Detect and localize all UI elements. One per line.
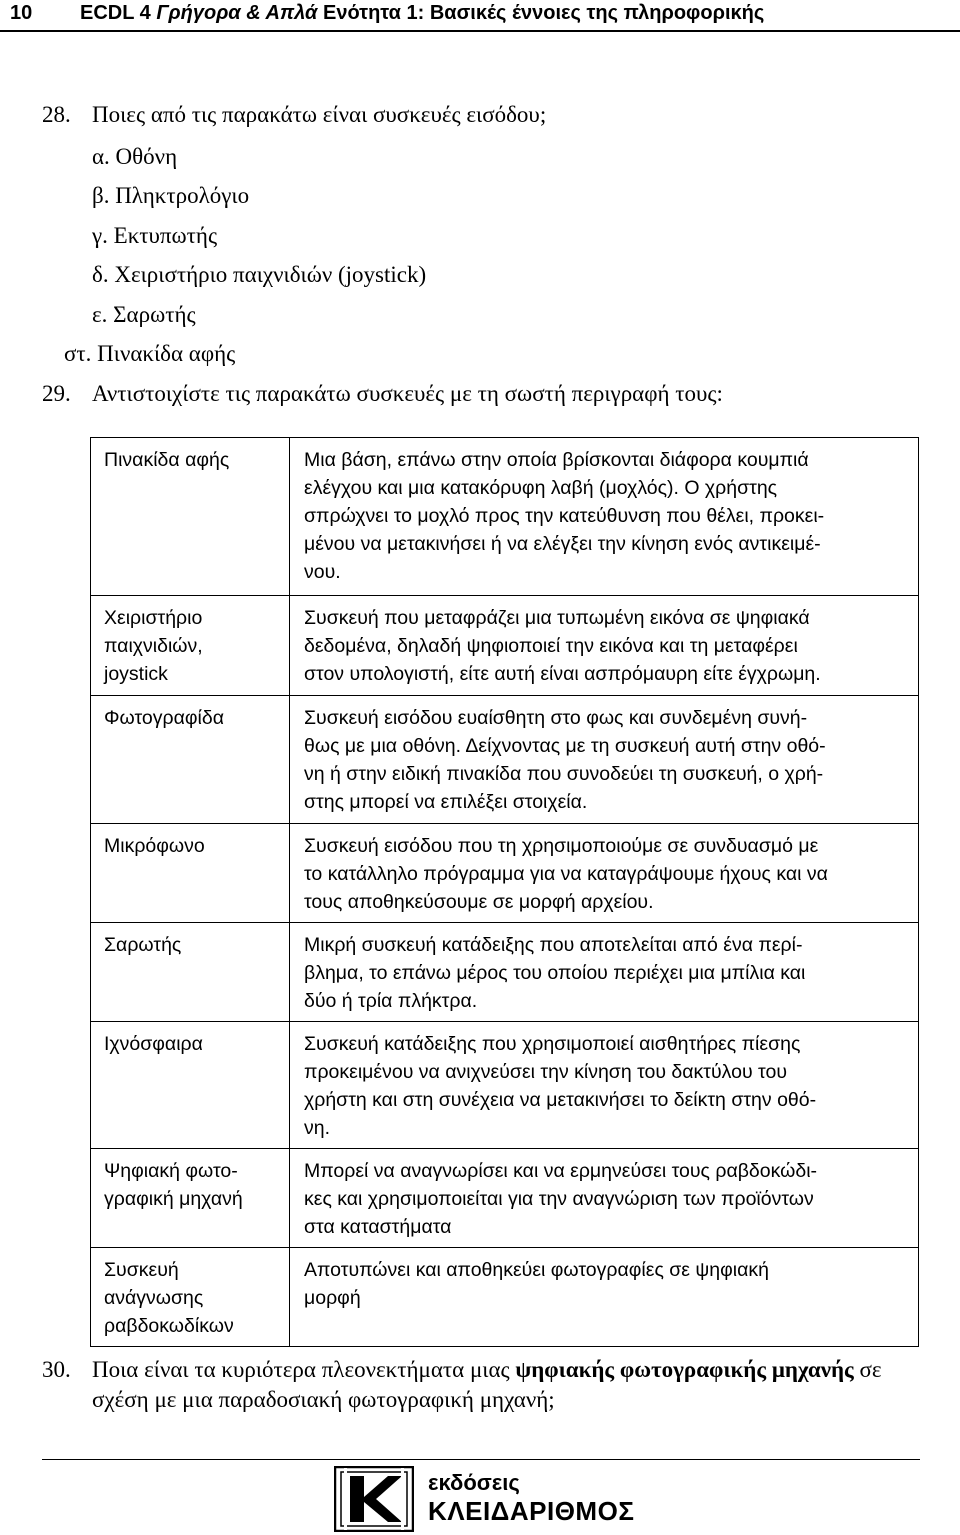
footer-rule <box>42 1459 920 1460</box>
table-row <box>91 696 919 824</box>
description-cell <box>290 596 919 696</box>
description-line: δεδομένα, δηλαδή ψηφιοποιεί την εικόνα και τη μεταφέρει <box>304 635 798 657</box>
question-text-line-1 <box>92 1355 882 1385</box>
description-line: το κατάλληλο πρόγραμμα για να καταγράψουμε ήχους και να <box>304 863 828 885</box>
table-row <box>91 824 919 923</box>
device-line: Μικρόφωνο <box>104 835 205 857</box>
device-line: Φωτογραφίδα <box>104 707 224 729</box>
description-line: Συσκευή που μεταφράζει μια τυπωμένη εικόνα σε ψηφιακά <box>304 607 810 629</box>
question-text-end: σε <box>853 1357 882 1382</box>
option-st: στ. Πινακίδα αφής <box>64 341 236 366</box>
description-line: Συσκευή κατάδειξης που χρησιμοποιεί αισθητήρες πίεσης <box>304 1033 801 1055</box>
question-text-line-2: σχέση με μια παραδοσιακή φωτογραφική μηχανή; <box>92 1387 555 1412</box>
description-cell <box>290 696 919 824</box>
description-line: στον υπολογιστή, είτε αυτή είναι ασπρόμαυρη είτε έγχρωμη. <box>304 663 821 685</box>
description-line: τους αποθηκεύσουμε σε μορφή αρχείου. <box>304 891 654 913</box>
book-title-italic: Γρήγορα & Απλά <box>156 2 318 24</box>
question-text-bold: ψηφιακής φωτογραφικής μηχανής <box>515 1357 854 1382</box>
description-line: νη ή στην ειδική πινακίδα που συνοδεύει τη συσκευή, ο χρή- <box>304 763 824 785</box>
description-line: στης μπορεί να επιλέξει στοιχεία. <box>304 791 588 813</box>
device-cell <box>91 438 290 596</box>
device-line: Χειριστήριο <box>104 607 203 629</box>
description-line: στα καταστήματα <box>304 1216 452 1238</box>
device-line: Σαρωτής <box>104 934 182 956</box>
description-line: βλημα, το επάνω μέρος του οποίου περιέχει μια μπίλια και <box>304 962 806 984</box>
question-text: Αντιστοιχίστε τις παρακάτω συσκευές με τη σωστή περιγραφή τους: <box>92 381 723 406</box>
unit-title: Ενότητα 1: Βασικές έννοιες της πληροφορικής <box>323 2 765 24</box>
table-row <box>91 1022 919 1149</box>
description-line: νου. <box>304 561 341 583</box>
device-line: Ιχνόσφαιρα <box>104 1033 203 1055</box>
description-cell <box>290 438 919 596</box>
device-line: Πινακίδα αφής <box>104 449 230 471</box>
question-number: 29. <box>42 381 71 406</box>
description-line: Μικρή συσκευή κατάδειξης που αποτελείται από ένα περί- <box>304 934 803 956</box>
device-cell <box>91 596 290 696</box>
header-rule <box>0 30 960 32</box>
description-line: νη. <box>304 1117 331 1139</box>
option-c: γ. Εκτυπωτής <box>92 223 218 248</box>
question-number: 30. <box>42 1357 71 1382</box>
description-line: ελέγχου και μια κατακόρυφη λαβή (μοχλός). Ο χρήστης <box>304 477 778 499</box>
description-line: σπρώχνει το μοχλό προς την κατεύθυνση που θέλει, προκει- <box>304 505 825 527</box>
option-a: α. Οθόνη <box>92 144 178 169</box>
option-b: β. Πληκτρολόγιο <box>92 183 250 208</box>
device-cell <box>91 1022 290 1149</box>
option-d: δ. Χειριστήριο παιχνιδιών (joystick) <box>92 262 427 287</box>
table-row <box>91 596 919 696</box>
description-cell <box>290 1248 919 1347</box>
description-line: Μπορεί να αναγνωρίσει και να ερμηνεύσει τους ραβδοκώδι- <box>304 1160 818 1182</box>
matching-table <box>90 437 919 1347</box>
table-row <box>91 438 919 596</box>
table-row <box>91 1248 919 1347</box>
book-title <box>80 2 764 25</box>
publisher-line-1: εκδόσεις <box>428 1470 520 1495</box>
device-line: joystick <box>104 663 168 685</box>
question-text-start: Ποια είναι τα κυριότερα πλεονεκτήματα μιας <box>92 1357 516 1382</box>
option-e: ε. Σαρωτής <box>92 302 196 327</box>
description-line: θως με μια οθόνη. Δείχνοντας με τη συσκευή αυτή στην οθό- <box>304 735 826 757</box>
description-line: Συσκευή εισόδου ευαίσθητη στο φως και συνδεμένη συνή- <box>304 707 808 729</box>
description-line: χρήστη και στη συνέχεια να μετακινήσει το δείκτη στην οθό- <box>304 1089 817 1111</box>
device-cell <box>91 824 290 923</box>
publisher-line-2: ΚΛΕΙΔΑΡΙΘΜΟΣ <box>428 1496 635 1526</box>
book-prefix: ECDL 4 <box>80 2 151 24</box>
device-cell <box>91 1149 290 1248</box>
device-line: Συσκευή <box>104 1259 179 1281</box>
question-number: 28. <box>42 102 71 127</box>
device-line: γραφική μηχανή <box>104 1188 243 1210</box>
running-header <box>0 0 960 30</box>
description-line: Αποτυπώνει και αποθηκεύει φωτογραφίες σε ψηφιακή <box>304 1259 769 1281</box>
table-row <box>91 923 919 1022</box>
description-line: κες και χρησιμοποιείται για την αναγνώριση των προϊόντων <box>304 1188 814 1210</box>
device-line: ανάγνωσης <box>104 1287 204 1309</box>
description-cell <box>290 824 919 923</box>
device-line: ραβδοκωδίκων <box>104 1315 234 1337</box>
kleidarithmos-k-logo-icon <box>334 1466 414 1532</box>
device-cell <box>91 696 290 824</box>
publisher-name <box>428 1470 634 1526</box>
description-line: Μια βάση, επάνω στην οποία βρίσκονται διάφορα κουμπιά <box>304 449 809 471</box>
description-line: Συσκευή εισόδου που τη χρησιμοποιούμε σε συνδυασμό με <box>304 835 819 857</box>
page-number: 10 <box>10 2 33 24</box>
description-line: μένου να μετακινήσει ή να ελέγξει την κίνηση ενός αντικειμέ- <box>304 533 821 555</box>
description-line: δύο ή τρία πλήκτρα. <box>304 990 478 1012</box>
table-row <box>91 1149 919 1248</box>
description-cell <box>290 1022 919 1149</box>
device-line: παιχνιδιών, <box>104 635 203 657</box>
device-line: Ψηφιακή φωτο- <box>104 1160 238 1182</box>
device-cell <box>91 1248 290 1347</box>
description-line: προκειμένου να ανιχνεύσει την κίνηση του δακτύλου του <box>304 1061 787 1083</box>
question-text: Ποιες από τις παρακάτω είναι συσκευές εισόδου; <box>92 102 547 127</box>
description-cell <box>290 1149 919 1248</box>
description-cell <box>290 923 919 1022</box>
description-line: μορφή <box>304 1287 361 1309</box>
device-cell <box>91 923 290 1022</box>
